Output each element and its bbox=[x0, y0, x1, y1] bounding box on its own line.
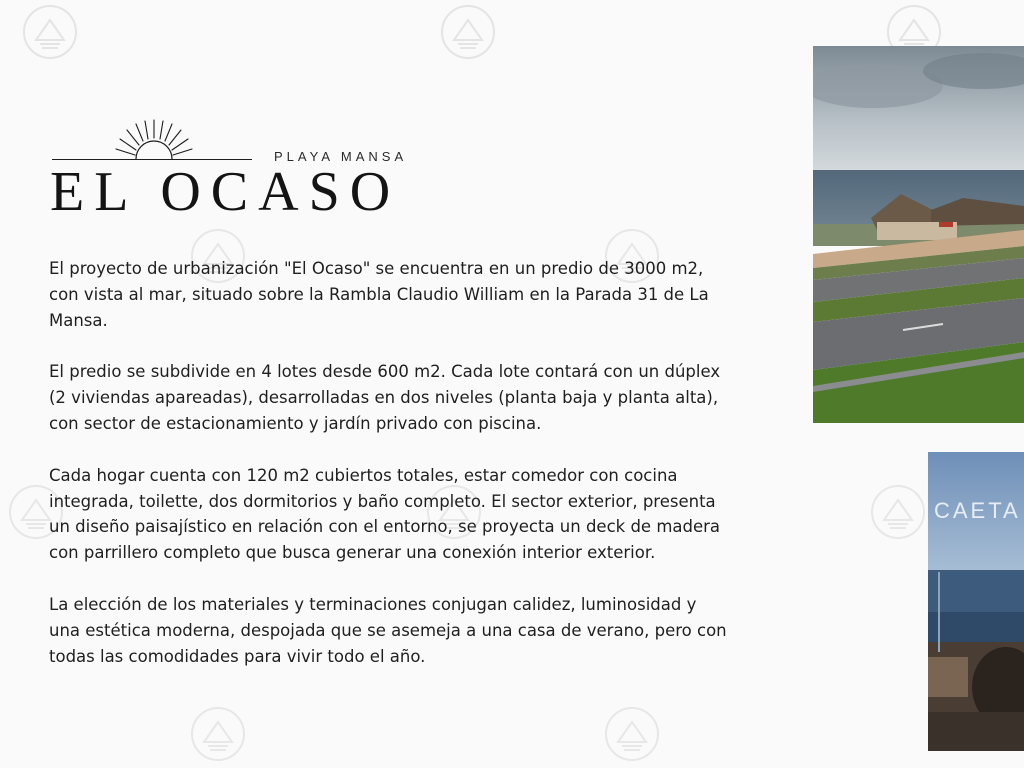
coastal-road-photo bbox=[813, 46, 1024, 423]
watermark-logo-icon bbox=[440, 4, 496, 60]
photo-watermark-text: CAETA bbox=[934, 498, 1021, 523]
sunrise-icon bbox=[114, 118, 194, 160]
page-title: EL OCASO bbox=[50, 161, 401, 223]
watermark-logo-icon bbox=[190, 706, 246, 762]
interior-view-photo bbox=[928, 452, 1024, 751]
divider bbox=[52, 159, 252, 160]
paragraph: El predio se subdivide en 4 lotes desde 600 m2. Cada lote contará con un dúplex (2 viviendas apareadas), desarrolladas en dos niveles (planta baja y planta alta), con sector de estacionamiento y jardín privado con piscina. bbox=[49, 362, 721, 433]
brand-subtitle: PLAYA MANSA bbox=[274, 149, 408, 164]
watermark-logo-icon bbox=[870, 484, 926, 540]
watermark-logo-icon bbox=[604, 706, 660, 762]
watermark-logo-icon bbox=[22, 4, 78, 60]
brand-logo bbox=[52, 118, 442, 228]
paragraph: La elección de los materiales y terminaciones conjugan calidez, luminosidad y una estética moderna, despojada que se asemeja a una casa de verano, pero con todas las comodidades para vivir todo el año. bbox=[49, 594, 727, 666]
paragraph: Cada hogar cuenta con 120 m2 cubiertos totales, estar comedor con cocina integrada, toilette, dos dormitorios y baño completo. El sector exterior, presenta un diseño paisajístico en relación con el entorno, se proyecta un deck de madera con parrillero completo que busca generar una conexión interior exterior. bbox=[49, 465, 721, 563]
description-text bbox=[49, 256, 729, 695]
paragraph: El proyecto de urbanización "El Ocaso" se encuentra en un predio de 3000 m2, con vista al mar, situado sobre la Rambla Claudio William en la Parada 31 de La Mansa. bbox=[49, 259, 709, 330]
